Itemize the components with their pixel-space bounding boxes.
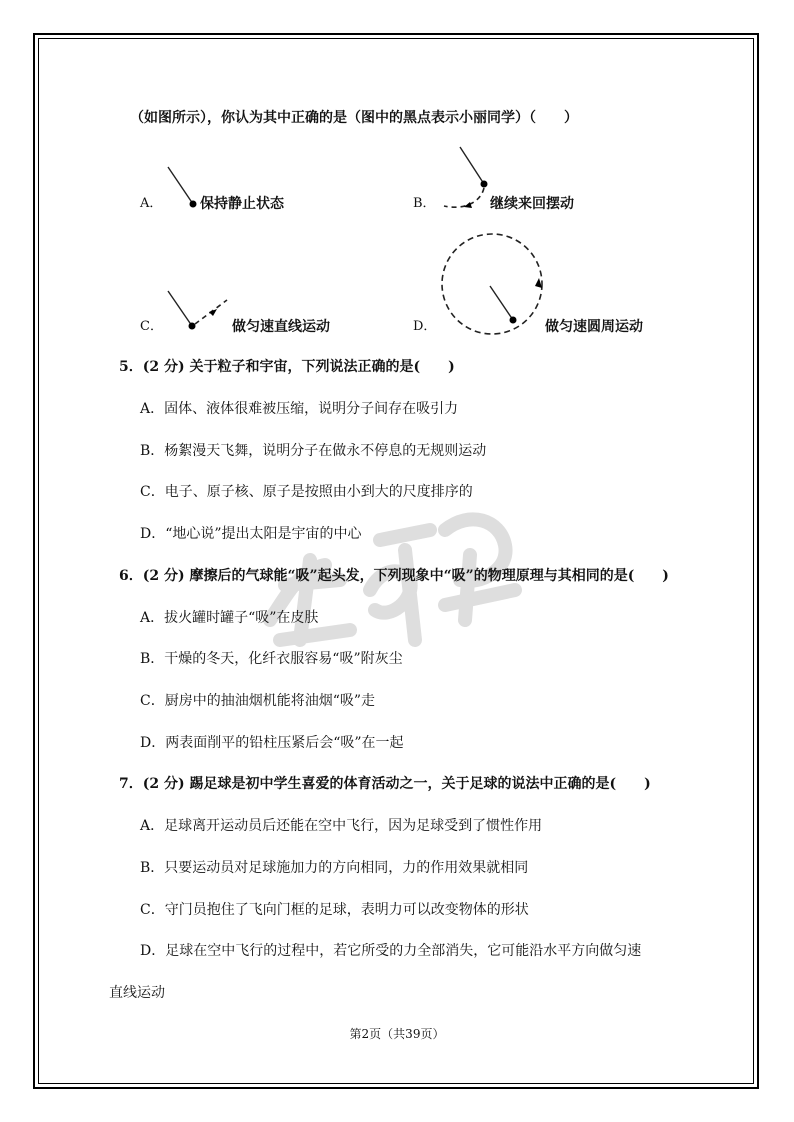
- question-7-option-d-continuation: 直线运动: [109, 985, 165, 1001]
- option-a-letter: A．: [140, 196, 163, 211]
- question-6-option-d: D．两表面削平的铅柱压紧后会“吸”在一起: [140, 735, 404, 751]
- question-6-option-b: B．干燥的冬天，化纤衣服容易“吸”附灰尘: [140, 651, 403, 667]
- option-b-caption: 继续来回摆动: [490, 196, 574, 212]
- question-5-option-b: B．杨絮漫天飞舞，说明分子在做永不停息的无规则运动: [140, 443, 487, 459]
- option-d-caption: 做匀速圆周运动: [545, 319, 643, 335]
- question-5-option-d: D．“地心说”提出太阳是宇宙的中心: [140, 526, 362, 542]
- question-7-option-d: D．足球在空中飞行的过程中，若它所受的力全部消失，它可能沿水平方向做匀速: [140, 943, 642, 959]
- option-b-letter: B．: [413, 196, 436, 211]
- question-7-option-a: A．足球离开运动员后还能在空中飞行，因为足球受到了惯性作用: [140, 818, 543, 834]
- question-5-option-c: C．电子、原子核、原子是按照由小到大的尺度排序的: [140, 484, 473, 500]
- option-c-caption: 做匀速直线运动: [232, 319, 330, 335]
- pendulum-still-figure: [165, 164, 205, 214]
- question-7-option-c: C．守门员抱住了飞向门框的足球，表明力可以改变物体的形状: [140, 902, 529, 918]
- question-5-stem: 5．(2 分) 关于粒子和宇宙，下列说法正确的是( ): [119, 359, 455, 375]
- question-4-stem-continuation: （如图所示），你认为其中正确的是（图中的黑点表示小丽同学）（ ）: [130, 110, 578, 126]
- question-7-stem: 7．(2 分) 踢足球是初中学生喜爱的体育活动之一，关于足球的说法中正确的是( ): [119, 776, 651, 792]
- question-6-stem: 6．(2 分) 摩擦后的气球能“吸”起头发，下列现象中“吸”的物理原理与其相同的是( ): [119, 568, 669, 584]
- question-6-option-a: A．拔火罐时罐子“吸”在皮肤: [140, 610, 319, 626]
- option-d-letter: D．: [413, 319, 437, 334]
- question-7-option-b: B．只要运动员对足球施加力的方向相同，力的作用效果就相同: [140, 860, 529, 876]
- question-6-option-c: C．厨房中的抽油烟机能将油烟“吸”走: [140, 693, 376, 709]
- pendulum-circular-figure: [440, 232, 550, 342]
- option-a-caption: 保持静止状态: [200, 196, 284, 212]
- pendulum-linear-figure: [165, 288, 235, 338]
- question-5-option-a: A．固体、液体很难被压缩，说明分子间存在吸引力: [140, 401, 459, 417]
- option-c-letter: C．: [140, 319, 163, 334]
- page-number-footer: 第2页（共39页）: [349, 1027, 445, 1041]
